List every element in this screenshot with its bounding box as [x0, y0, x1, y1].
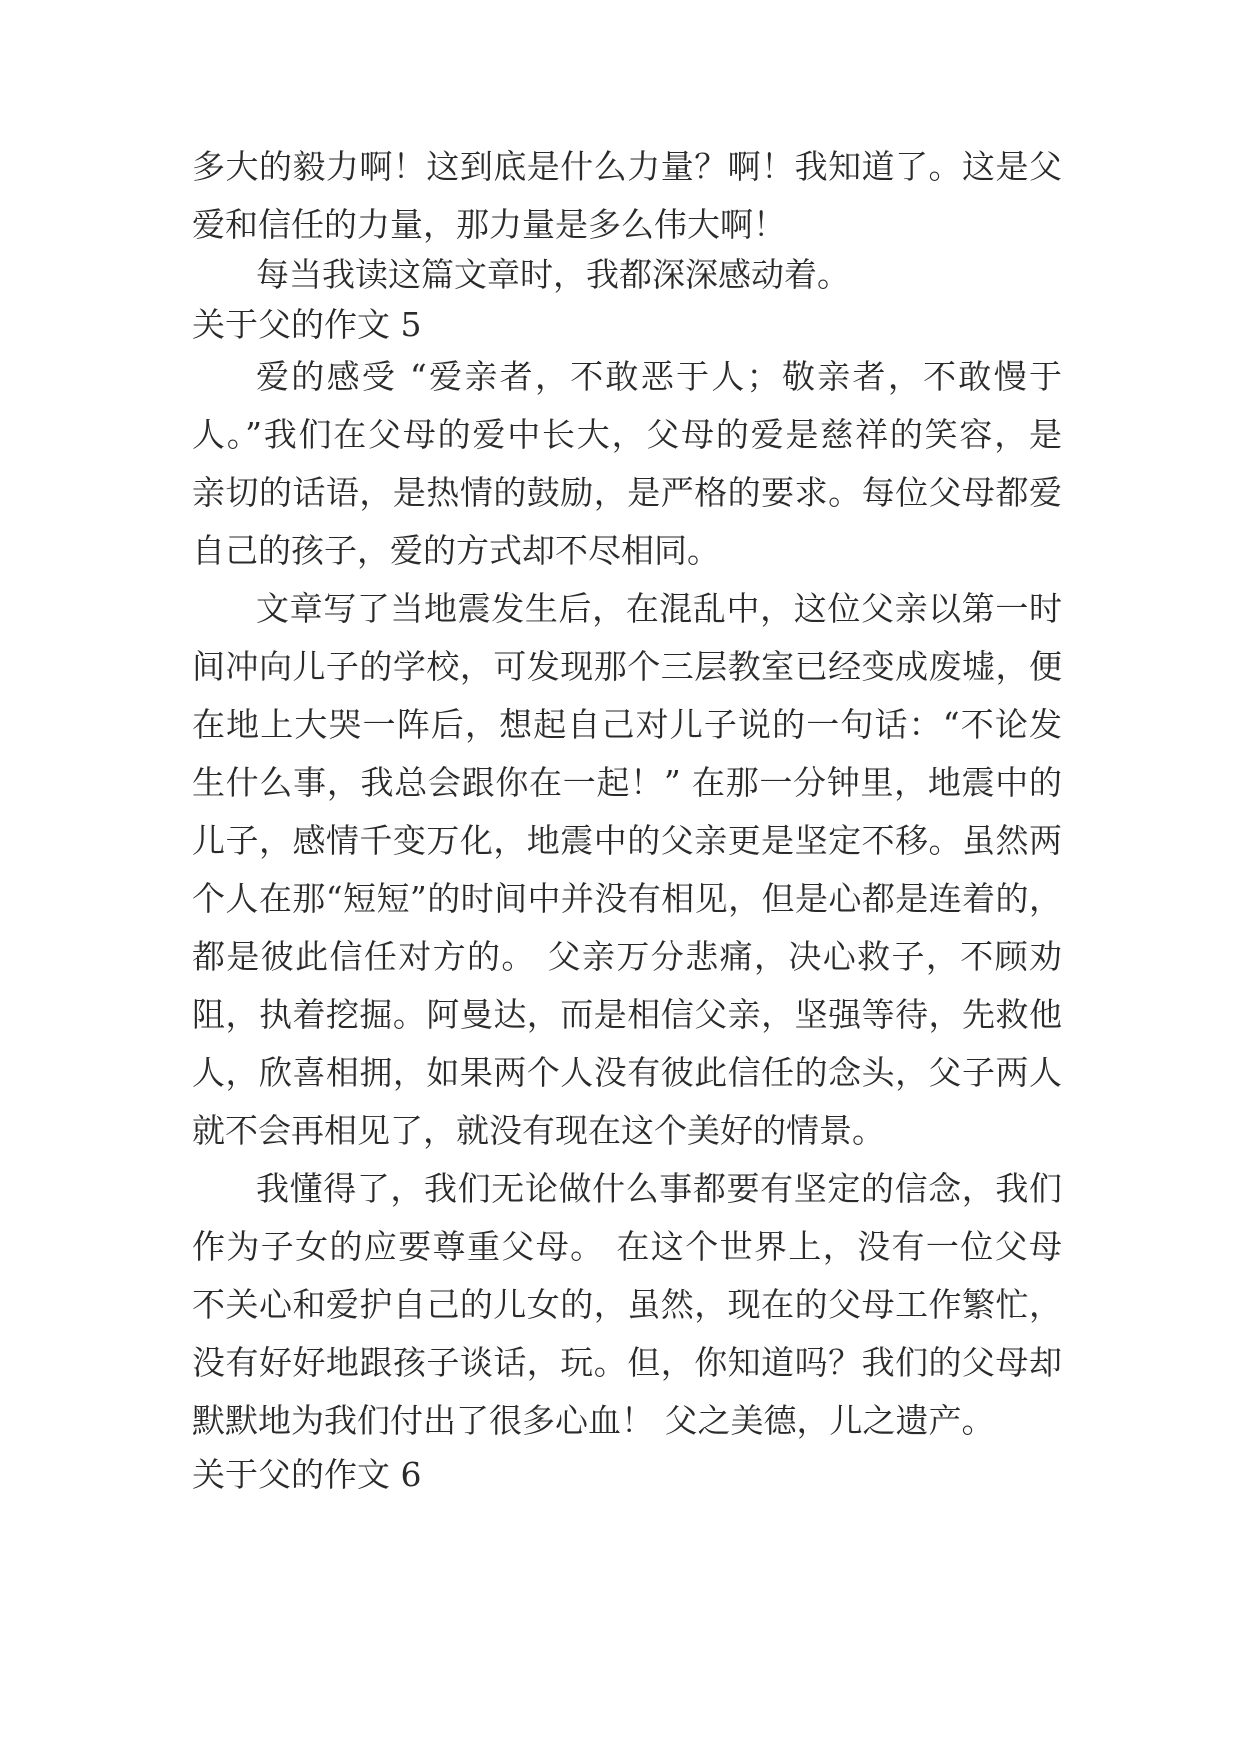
paragraph-first-line: 每当我读这篇文章时，我都深深感动着。 [256, 255, 850, 294]
text-line: 默默地为我们付出了很多心血！ 父之美德，儿之遗产。 [192, 1401, 995, 1440]
text-line: 没有好好地跟孩子谈话，玩。但，你知道吗？我们的父母却 [192, 1343, 1062, 1382]
section-heading: 关于父的作文 6 [192, 1455, 422, 1494]
text-line: 都是彼此信任对方的。 父亲万分悲痛，决心救子，不顾劝 [192, 937, 1062, 976]
paragraph-first-line: 文章写了当地震发生后，在混乱中，这位父亲以第一时 [256, 589, 1062, 628]
text-line: 亲切的话语，是热情的鼓励，是严格的要求。每位父母都爱 [192, 473, 1062, 512]
text-line: 间冲向儿子的学校，可发现那个三层教室已经变成废墟，便 [192, 647, 1062, 686]
text-line: 自己的孩子，爱的方式却不尽相同。 [192, 531, 720, 570]
text-line: 个人在那“短短”的时间中并没有相见，但是心都是连着的， [192, 879, 1062, 918]
paragraph-first-line: 我懂得了，我们无论做什么事都要有坚定的信念，我们 [256, 1169, 1062, 1208]
section-heading: 关于父的作文 5 [192, 305, 422, 344]
text-line: 儿子，感情千变万化，地震中的父亲更是坚定不移。虽然两 [192, 821, 1062, 860]
text-line: 爱和信任的力量，那力量是多么伟大啊！ [192, 205, 786, 244]
text-line: 就不会再相见了，就没有现在这个美好的情景。 [192, 1111, 885, 1150]
text-line: 生什么事，我总会跟你在一起！” 在那一分钟里，地震中的 [192, 763, 1062, 802]
text-line: 人，欣喜相拥，如果两个人没有彼此信任的念头，父子两人 [192, 1053, 1062, 1092]
text-line: 在地上大哭一阵后，想起自己对儿子说的一句话：“不论发 [192, 705, 1062, 744]
text-line: 阻，执着挖掘。阿曼达，而是相信父亲，坚强等待，先救他 [192, 995, 1062, 1034]
text-line: 作为子女的应要尊重父母。 在这个世界上，没有一位父母 [192, 1227, 1062, 1266]
paragraph-first-line: 爱的感受 “爱亲者，不敢恶于人；敬亲者，不敢慢于 [256, 357, 1062, 396]
text-line: 不关心和爱护自己的儿女的，虽然，现在的父母工作繁忙， [192, 1285, 1062, 1324]
text-line: 人。”我们在父母的爱中长大，父母的爱是慈祥的笑容，是 [192, 415, 1062, 454]
text-line: 多大的毅力啊！这到底是什么力量？啊！我知道了。这是父 [192, 147, 1062, 186]
